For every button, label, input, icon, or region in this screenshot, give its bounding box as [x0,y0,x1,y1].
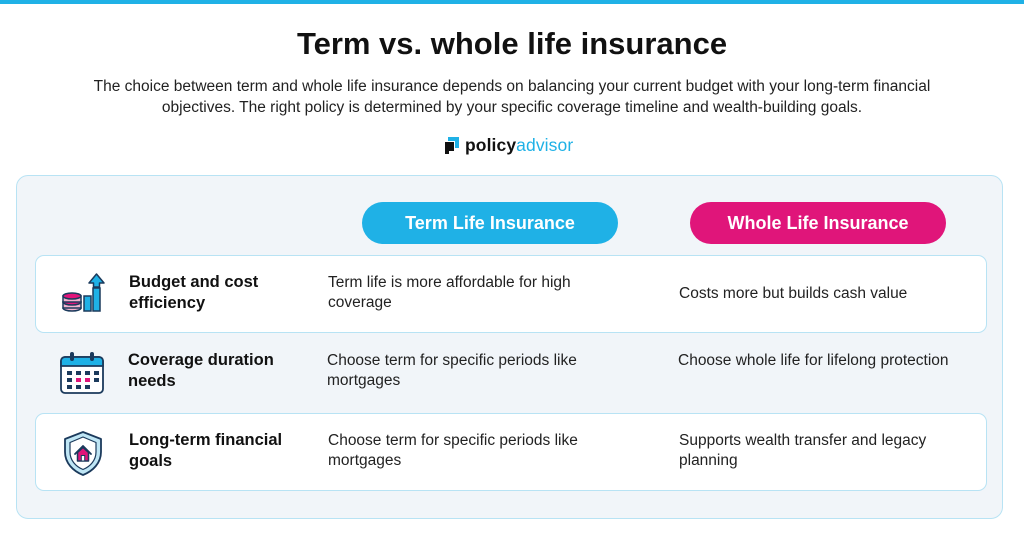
policyadvisor-logo [444,134,573,156]
comparison-row-coverage [35,334,987,412]
page-title: Term vs. whole life insurance [296,26,728,61]
row-label: Long-term financial goals [129,431,283,470]
row-label: Budget and cost efficiency [129,273,259,312]
whole-cell: Costs more but builds cash value [679,285,908,302]
top-accent-bar [0,0,1024,4]
comparison-row-budget [35,255,987,333]
whole-life-header: Whole Life Insurance [690,202,946,244]
term-cell: Choose term for specific periods like mortgages [328,432,578,469]
page-subtitle: The choice between term and whole life insurance depends on balancing your current budget with your long-term financial objectives. The right policy is determined by your specific coverage timeline and wealth-building goals. [93,78,931,116]
term-cell: Term life is more affordable for high coverage [328,274,571,311]
term-life-header: Term Life Insurance [362,202,618,244]
shield-home-icon [58,428,108,478]
logo-mark-icon [444,136,460,155]
coins-growth-icon [58,270,108,320]
logo-text-policy: policy [465,134,517,155]
whole-cell: Choose whole life for lifelong protection [678,352,949,369]
comparison-row-financial-goals [35,413,987,491]
row-label: Coverage duration needs [128,351,274,390]
logo-text-advisor: advisor [516,134,574,155]
calendar-icon [57,348,107,398]
term-cell: Choose term for specific periods like mortgages [327,352,577,389]
logo-wordmark [465,135,573,156]
whole-cell: Supports wealth transfer and legacy planning [679,432,927,469]
